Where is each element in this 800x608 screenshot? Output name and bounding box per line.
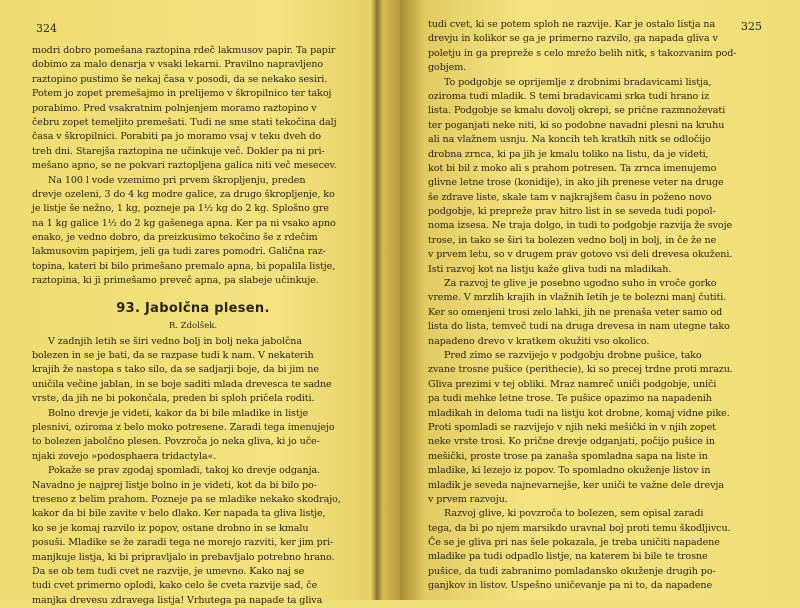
text-line: krajih že nastopa s tako silo, da se sadjarji boje, da bi jim ne	[32, 364, 319, 376]
text-line: lakmusovim papirjem, jeli ga tudi zares pomodri. Galična raz-	[32, 246, 326, 258]
text-line: tudi cvet primerno oplodi, kako celo še cveta razvije sad, če	[32, 580, 318, 592]
text-line: lista. Podgobje se kmalu dovolj okrepi, se prične razmnoževati	[428, 105, 726, 117]
text-line: plesnivi, oziroma z belo moko potresene. Zaradi tega imenujejo	[32, 421, 335, 433]
text-line: kot bi bil z moko ali s prahom potresen. Ta zrnca imenujemo	[428, 162, 717, 174]
text-line: mladikah in deloma tudi na listju kot drobne, komaj vidne pike.	[428, 407, 730, 419]
right-paragraph-5	[428, 507, 768, 593]
text-line: v prvem letu, so v drugem prav gotovo vsi deli drevesa okuženi.	[428, 249, 733, 261]
text-line: Pokaže se prav zgodaj spomladi, takoj ko drevje odganja.	[48, 465, 321, 477]
text-line: bolezen in se je bati, da se razpase tudi k nam. V nekaterih	[32, 350, 314, 362]
text-line: drobna zrnca, ki pa jih je kmalu toliko na listu, da je videti,	[428, 148, 709, 160]
text-line: časa v škropilnici. Porabiti pa jo moramo vsaj v teku dveh do	[32, 131, 321, 143]
text-line: treseno z belim prahom. Pozneje pa se mladike nekako skodrajo,	[32, 493, 341, 505]
text-line: ter poganjati neke niti, ki so podobne navadni plesni na kruhu	[428, 119, 725, 131]
text-line: vreme. V mrzlih krajih in vlažnih letih je te bolezni manj čutiti.	[428, 292, 727, 304]
text-line: njaki zovejo »podosphaera tridactyla«.	[32, 450, 217, 462]
text-line: To podgobje se oprijemlje z drobnimi bradavicami listja,	[444, 76, 712, 88]
text-line: tega, da bi po njem marsikdo uravnal boj proti temu škodljivcu.	[428, 522, 731, 534]
text-line: manjka drevesu zdravega listja! Vrhutega pa napade ta gliva	[32, 594, 323, 606]
text-line: napadeno drevo v kratkem okužiti vso okolico.	[428, 335, 650, 347]
left-page-body	[32, 44, 354, 608]
text-line: Isti razvoj kot na listju kaže gliva tudi na mladikah.	[428, 263, 672, 275]
text-line: to bolezen jabolčno plesen. Povzroča jo neka gliva, ki jo uče-	[32, 436, 320, 448]
text-line: neke vrste trosi. Ko prične drevje odganjati, počijo pušice in	[428, 436, 715, 448]
left-paragraph-3	[32, 335, 354, 407]
text-line: lista do lista, temveč tudi na druga drevesa in nam utegne tako	[428, 321, 730, 333]
text-line: pa tudi mehke letne trose. Te pušice opazimo na napadenih	[428, 393, 712, 405]
text-line: Navadno je najprej listje bolno in je videti, kot da bi bilo po-	[32, 479, 317, 491]
text-line: Pred zimo se razvijejo v podgobju drobne pušice, tako	[444, 349, 702, 361]
text-line: V zadnjih letih se širi vedno bolj in bolj neka jabolčna	[48, 335, 302, 347]
text-line: uničila večine jablan, in se boje saditi mlada drevesca te sadne	[32, 378, 332, 390]
text-line: porabimo. Pred vsakratnim polnjenjem moramo raztopino v	[32, 102, 317, 114]
text-line: ganjkov in listov. Uspešno uničevanje pa ni to, da napadene	[428, 580, 713, 592]
text-line: še zdrave liste, skale tam v najkrajšem času in poženo novo	[428, 191, 712, 203]
text-line: glivne letne trose (konidije), in ako jih prenese veter na druge	[428, 177, 724, 189]
text-line: ko se je komaj razvilo iz popov, ostane drobno in se kmalu	[32, 522, 309, 534]
text-line: Potem jo zopet premešajmo in prelijemo v škropilnico ter takoj	[32, 88, 332, 100]
section-author: R. Zdolšek.	[168, 320, 218, 331]
text-line: drevju in kolikor se ga je primerno razvilo, ga napada gliva v	[428, 33, 718, 45]
left-page	[0, 0, 400, 606]
text-line: gobjem.	[428, 62, 467, 74]
text-line: Ker so omenjeni trosi zelo lahki, jih ne prenaša veter samo od	[428, 306, 723, 318]
text-line: kakor da bi bile zavite v belo dlako. Ker napada ta gliva listje,	[32, 508, 326, 520]
text-line: Da se ob tem tudi cvet ne razvije, je umevno. Kako naj se	[32, 565, 305, 577]
text-line: ali na vlažnem usnju. Na koncih teh kratkih nitk se odločijo	[428, 134, 711, 146]
text-line: Proti spomladi se razvijejo v njih neki mešički in v njih zopet	[428, 421, 716, 433]
text-line: treh dni. Starejša raztopina ne učinkuje več. Dokler pa ni pri-	[32, 145, 325, 157]
section-heading: 93. Jabolčna plesen.	[116, 300, 270, 316]
right-page-number: 325	[741, 20, 762, 33]
text-line: Na 100 l vode vzemimo pri prvem škropljenju, preden	[48, 174, 306, 186]
text-line: tudi cvet, ki se potem sploh ne razvije. Kar je ostalo listja na	[428, 19, 716, 30]
left-paragraph-5	[32, 464, 354, 608]
text-line: noma izsesa. Ne traja dolgo, in tudi to podgobje razvija že svoje	[428, 220, 733, 232]
text-line: topina, kateri bi bilo primešano premalo apna, bi popalila listje,	[32, 260, 336, 272]
text-line: modri dobro pomešana raztopina rdeč lakmusov papir. Ta papir	[32, 45, 336, 56]
text-line: Razvoj glive, ki povzroča to bolezen, sem opisal zaradi	[444, 508, 704, 520]
text-line: Bolno drevje je videti, kakor da bi bile mladike in listje	[48, 407, 309, 419]
right-page	[400, 0, 800, 600]
text-line: mešano apno, se ne pokvari raztopljena galica niti več mesecev.	[32, 160, 337, 172]
text-line: mladike, ki lezejo iz popov. To spomladno okuženje listov in	[428, 465, 711, 477]
text-line: oziroma tudi mladik. S temi bradavicami srka tudi hrano iz	[428, 90, 710, 102]
text-line: je listje še nežno, 1 kg, pozneje pa 1½ kg do 2 kg. Splošno gre	[32, 203, 329, 215]
text-line: podgobje, ki prepreže prav hitro list in se seveda tudi popol-	[428, 206, 716, 218]
left-paragraph-2	[32, 174, 354, 289]
text-line: Gliva prezimi v tej obliki. Mraz namreč uniči podgobje, uniči	[428, 378, 717, 390]
right-paragraph-4	[428, 349, 768, 507]
text-line: raztopino pustimo še nekaj časa v posodi, da se nekako sesiri.	[32, 73, 328, 85]
text-line: čebru zopet temeljito premešati. Tudi ne sme stati tekočina dalj	[32, 116, 337, 128]
text-line: posuši. Mladike se že zaradi tega ne morejo razviti, ker jim pri-	[32, 537, 334, 549]
text-line: mladike pa tudi odpadlo listje, na katerem bi bile te trosne	[428, 551, 708, 563]
right-paragraph-2	[428, 76, 768, 277]
text-line: zvane trosne pušice (perithecie), ki so precej trdne proti mrazu.	[428, 364, 733, 376]
text-line: dobimo za malo denarja v vsaki lekarni. Pravilno napravljeno	[32, 59, 324, 71]
text-line: poletju in ga prepreže s celo mrežo belih nitk, s takozvanim pod-	[428, 47, 737, 59]
text-line: manjkuje listja, ki bi pripravljalo in prebavljalo potrebno hrano.	[32, 551, 335, 563]
text-line: na 1 kg galice 1½ do 2 kg gašenega apna. Ker pa ni vsako apno	[32, 217, 336, 229]
right-paragraph-1	[428, 18, 768, 76]
text-line: mešički, proste trose pa zanaša spomladna sapa na liste in	[428, 450, 708, 462]
text-line: vrste, da jih ne bi pokončala, preden bi sploh pričela roditi.	[32, 393, 315, 405]
right-page-body	[428, 18, 768, 594]
text-line: v prvem razvoju.	[428, 493, 508, 505]
text-line: mladik je seveda najnevarnejše, ker uniči te važne dele drevja	[428, 479, 724, 491]
text-line: raztopina, ki ji primešamo preveč apna, pa slabeje učinkuje.	[32, 275, 319, 287]
text-line: enako, je vedno dobro, da preizkusimo tekočino še z rdečim	[32, 232, 318, 244]
left-paragraph-4	[32, 407, 354, 465]
text-line: drevje ozeleni, 3 do 4 kg modre galice, za drugo škropljenje, ko	[32, 188, 335, 200]
right-paragraph-3	[428, 277, 768, 349]
text-line: Za razvoj te glive je posebno ugodno suho in vroče gorko	[444, 278, 717, 290]
text-line: trose, in tako se širi ta bolezen vedno bolj in bolj, in če že ne	[428, 234, 717, 246]
text-line: pušice, da tudi zabranimo pomladansko okuženje drugih po-	[428, 565, 716, 577]
left-paragraph-1	[32, 44, 354, 174]
left-page-number: 324	[36, 22, 57, 35]
text-line: Če se je gliva pri nas šele pokazala, je treba uničiti napadene	[428, 537, 720, 549]
